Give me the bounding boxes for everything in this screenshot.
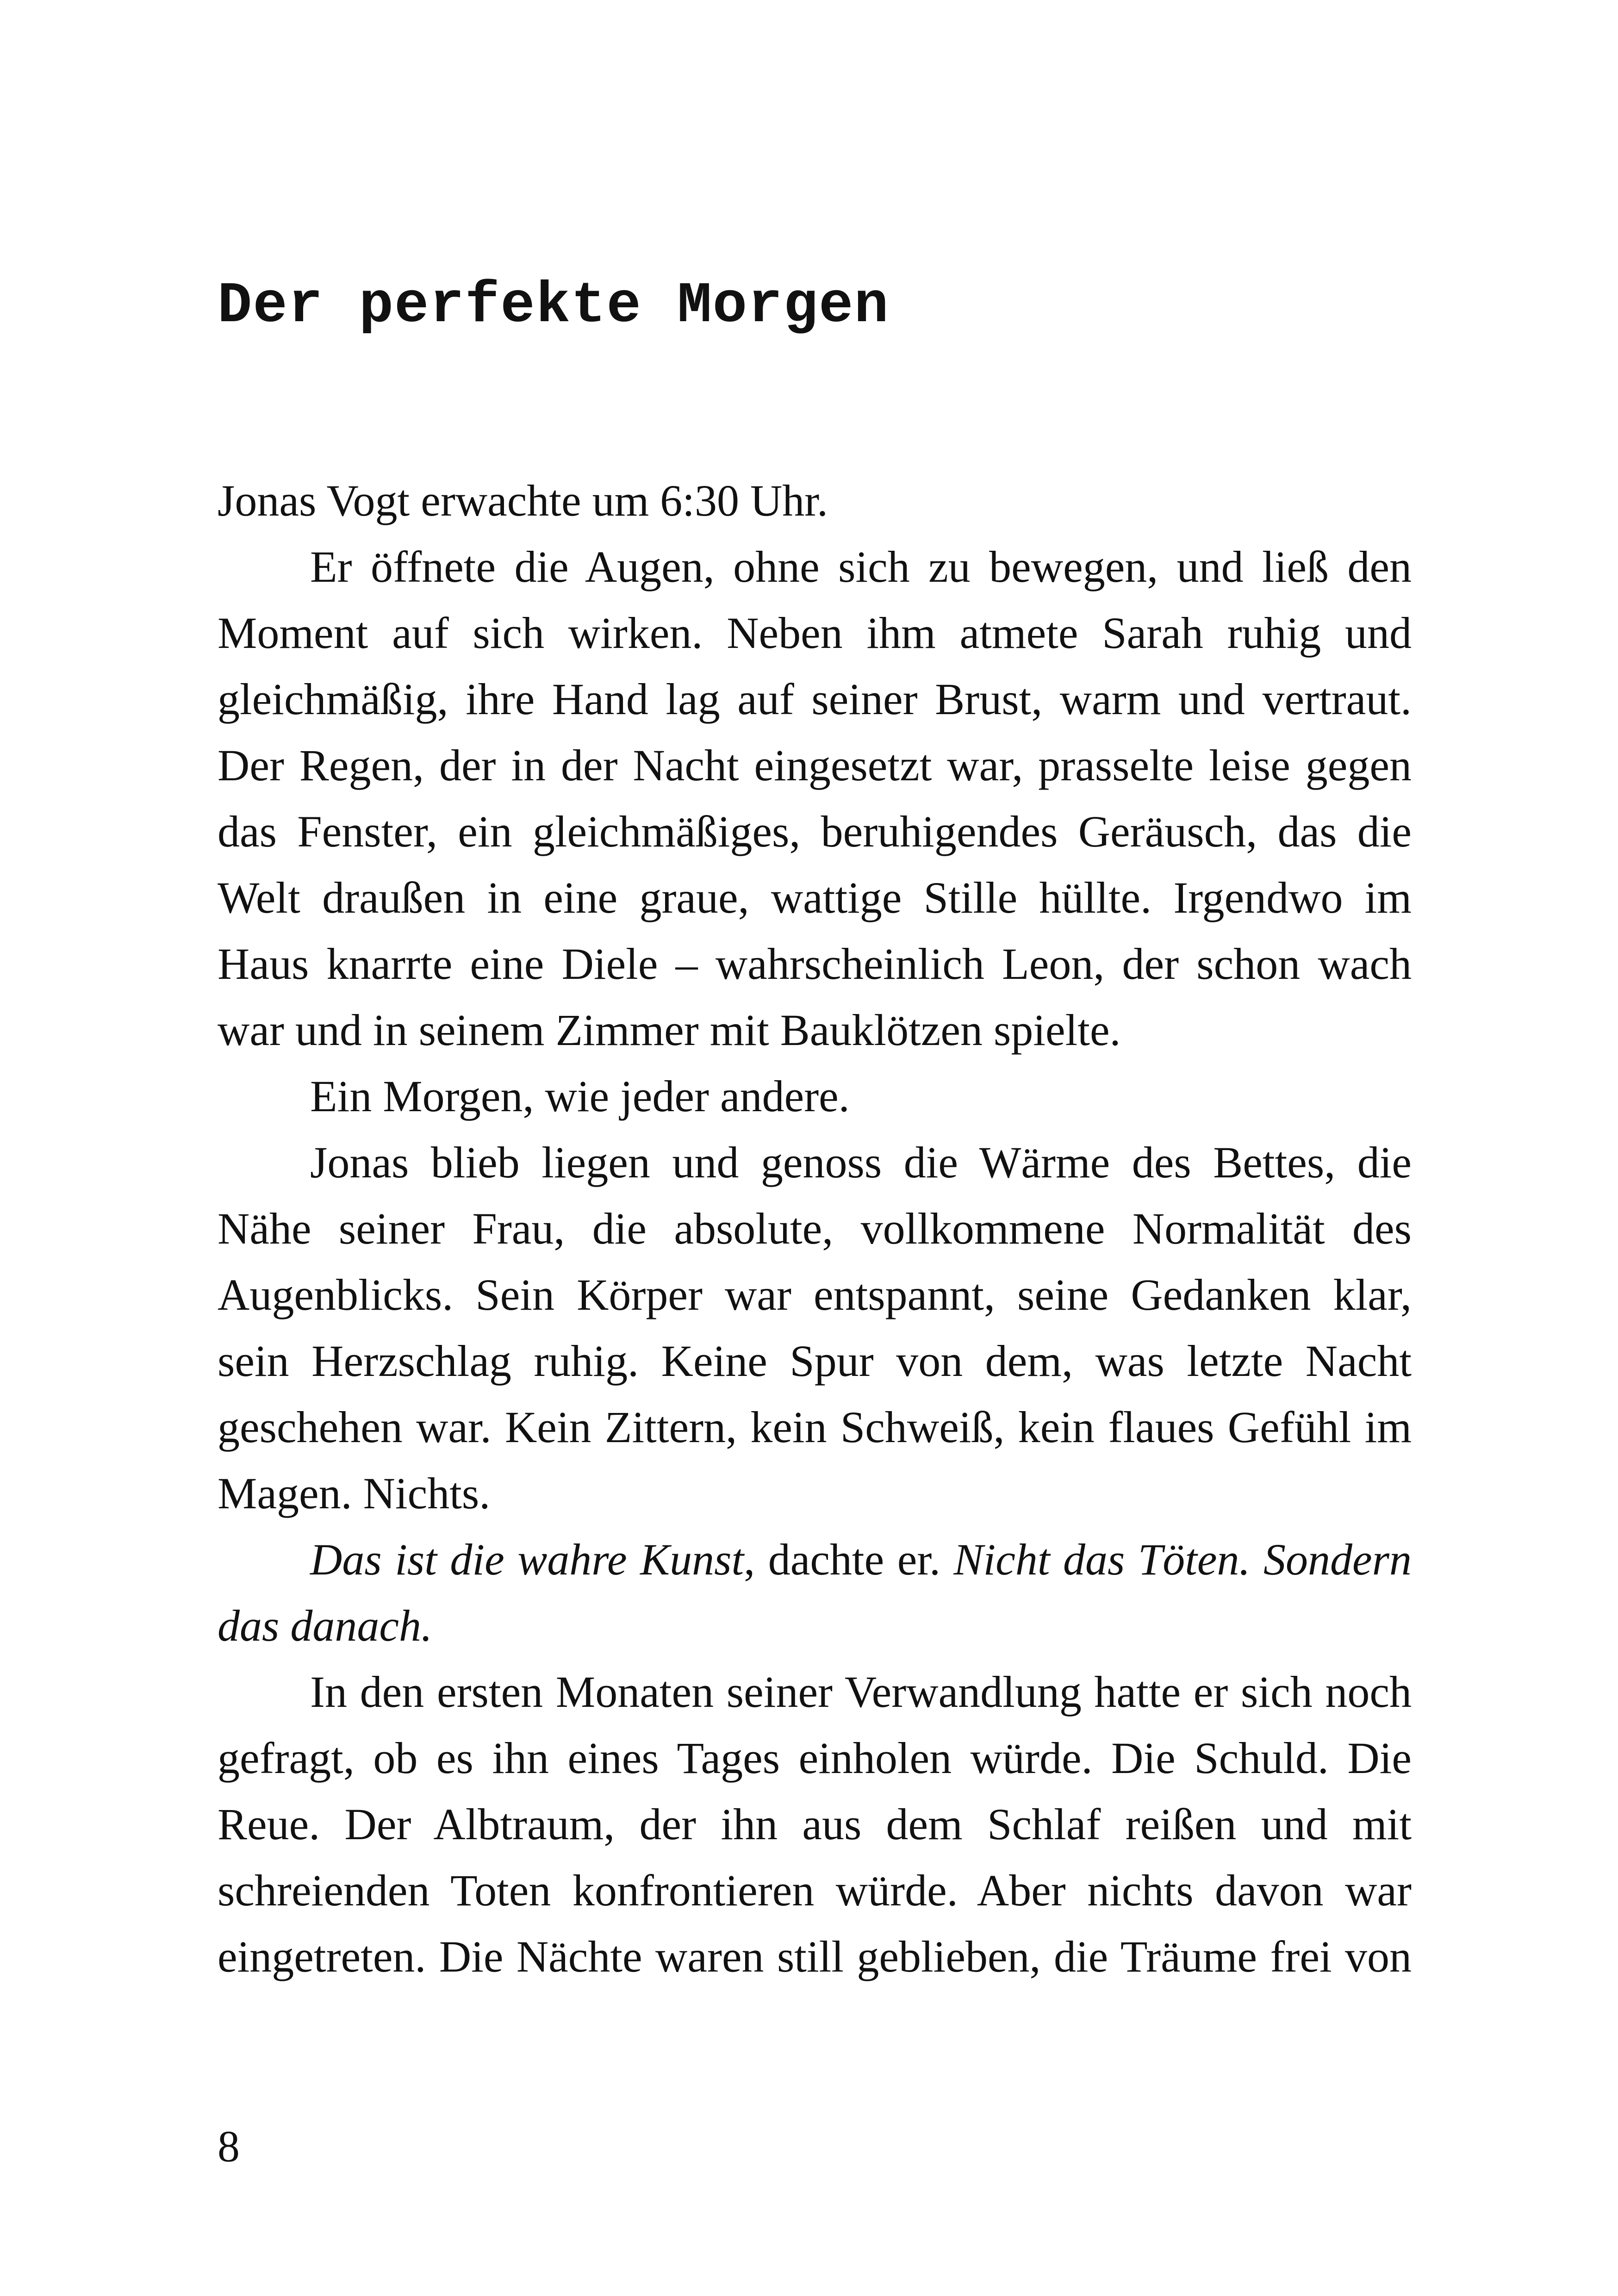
text-run: Ein Morgen, wie jeder andere. [310, 1071, 850, 1121]
text-run: Jonas blieb liegen und genoss die Wärme des Bettes, die Nähe seiner Frau, die absolute, vollkommene Normalität des Augenblicks. Sein Körper war entspannt, seine Gedanken klar, sein Herzschlag ruhig. Keine Spur von dem, was letzte Nacht geschehen war. Kein Zittern, kein Schweiß, kein flaues Gefühl im Magen. Nichts. [218, 1138, 1412, 1518]
text-run: Er öffnete die Augen, ohne sich zu bewegen, und ließ den Moment auf sich wirken. Neben ihm atmete Sarah ruhig und gleichmäßig, ihre Hand lag auf seiner Brust, warm und vertraut. Der Regen, der in der Nacht eingesetzt war, prasselte leise gegen das Fenster, ein gleichmäßiges, beruhigendes Geräusch, das die Welt draußen in eine graue, wattige Stille hüllte. Irgendwo im Haus knarrte eine Diele – wahrscheinlich Leon, der schon wach war und in seinem Zimmer mit Bauklötzen spielte. [218, 542, 1412, 1055]
chapter-title: Der perfekte Morgen [218, 274, 890, 339]
italic-text: Nicht das Töten. Sondern das danach. [218, 1535, 1412, 1650]
text-run: In den ersten Monaten seiner Verwandlung hatte er sich noch gefragt, ob es ihn eines Tages einholen würde. Die Schuld. Die Reue. Der Albtraum, der ihn aus dem Schlaf reißen und mit schreienden Toten konfrontieren würde. Aber nichts davon war eingetreten. Die Nächte waren still geblieben, die Träume frei von [218, 1667, 1412, 1981]
paragraph [218, 1129, 1412, 1526]
text-run: Jonas Vogt erwachte um 6:30 Uhr. [218, 476, 828, 525]
paragraph [218, 1063, 1412, 1129]
paragraph [218, 534, 1412, 1063]
paragraph [218, 467, 1412, 534]
page-number: 8 [218, 2122, 240, 2171]
paragraph [218, 1526, 1412, 1659]
paragraph [218, 1659, 1412, 1990]
text-run: , dachte er. [744, 1535, 954, 1584]
body-text [218, 467, 1412, 1990]
italic-text: Das ist die wahre Kunst [310, 1535, 744, 1584]
